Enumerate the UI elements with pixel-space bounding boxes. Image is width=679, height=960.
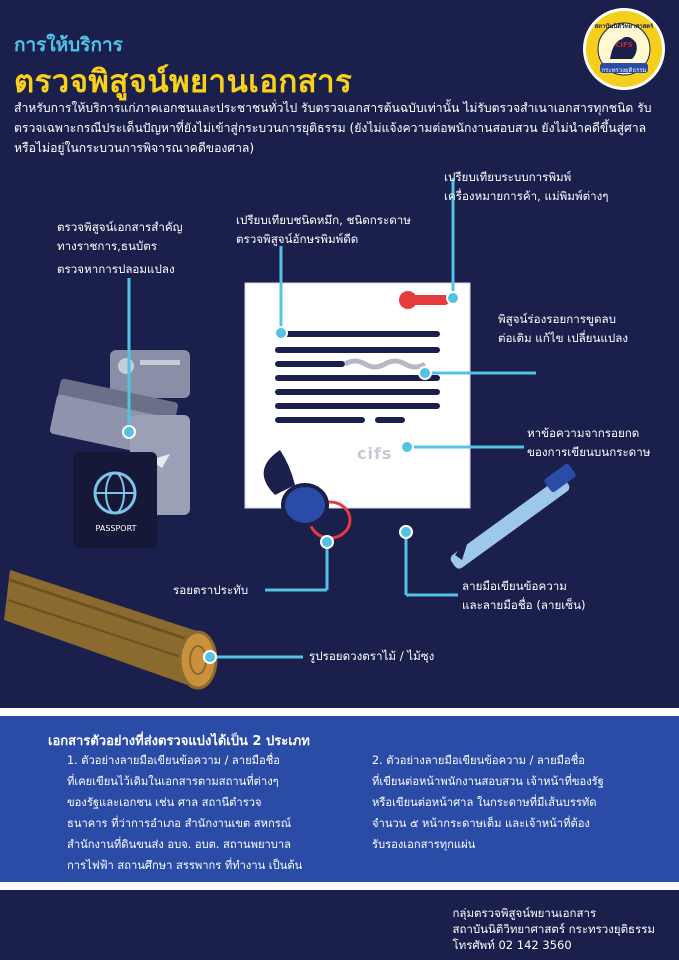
title-line1: การให้บริการ (14, 34, 123, 56)
id-card-illustration (110, 350, 190, 398)
footer-institute: สถาบันนิติวิทยาศาสตร์ กระทรวงยุติธรรม (452, 922, 655, 936)
passport-illustration (73, 452, 157, 548)
title-line2: ตรวจพิสูจน์พยานเอกสาร (14, 64, 353, 100)
callout-erasure: พิสูจน์ร่องรอยการขูดลบ ต่อเติม แก้ไข เปลี่ยนแปลง (498, 312, 628, 345)
callout-forgery: ตรวจหาการปลอมแปลง (57, 262, 175, 276)
samples-item-2: 2. ตัวอย่างลายมือเขียนข้อความ / ลายมือชื่อ ที่เขียนต่อหน้าพนักงานสอบสวน เจ้าหน้าที่ของรัฐ หรือเขียนต่อหน้าศาล ในกระดาษที่มีเส้นบรรทัด จำนวน ๕ หน้ากระดาษเต็ม และเจ้าหน้าที่ต้อง รับรองเอกสารทุกแผ่น (372, 754, 604, 851)
cifs-logo (583, 8, 665, 90)
footer-department: กลุ่มตรวจพิสูจน์พยานเอกสาร (452, 906, 597, 920)
callout-printing: เปรียบเทียบระบบการพิมพ์ เครื่องหมายการค้า, แม่พิมพ์ต่างๆ (444, 170, 609, 203)
passport-label: PASSPORT (95, 524, 137, 533)
samples-title: เอกสารตัวอย่างที่ส่งตรวจแบ่งได้เป็น 2 ประเภท (48, 734, 310, 749)
panel-divider-bottom (0, 882, 679, 890)
callout-official-docs: ตรวจพิสูจน์เอกสารสำคัญ ทางราชการ,ธนบัตร (57, 220, 183, 253)
callout-indentation: หาข้อความจากรอยกด ของการเขียนบนกระดาษ (527, 426, 651, 459)
callout-stamp: รอยตราประทับ (173, 583, 249, 597)
document-watermark: cifs (357, 444, 393, 463)
callout-ink-paper: เปรียบเทียบชนิดหมึก, ชนิดกระดาษ ตรวจพิสูจน์อักษรพิมพ์ดีด (236, 213, 411, 246)
logo-text-mid: CIFS (615, 41, 633, 49)
samples-item-1: 1. ตัวอย่างลายมือเขียนข้อความ / ลายมือชื่อ ที่เคยเขียนไว้เดิมในเอกสารตามสถานที่ต่างๆ ของรัฐและเอกชน เช่น ศาล สถานีตำรวจ ธนาคาร ที่ว่าการอำเภอ สำนักงานเขต สหกรณ์ สำนักงานที่ดินขนส่ง อบจ. อบต. สถานพยาบาล การไฟฟ้า สถานศึกษา สรรพากร ที่ทำงาน เป็นต้น (67, 754, 303, 872)
callout-handwriting: ลายมือเขียนข้อความ และลายมือชื่อ (ลายเซ็น) (462, 579, 586, 612)
footer-phone: โทรศัพท์ 02 142 3560 (452, 938, 572, 952)
callout-wood-stamp: รูปรอยดวงตราไม้ / ไม้ซุง (309, 649, 435, 663)
panel-divider-top (0, 708, 679, 716)
footer-contact (452, 905, 655, 953)
intro-text: สำหรับการให้บริการแก่ภาคเอกชนและประชาชนทั่วไป รับตรวจเอกสารต้นฉบับเท่านั้น ไม่รับตรวจสำเนาเอกสารทุกชนิด รับตรวจเฉพาะกรณีประเด็นปัญหาที่ยังไม่เข้าสู่กระบวนการยุติธรรม (ยังไม่แจ้งความต่อพนักงานสอบสวน ยังไม่นำคดีขึ้นสู่ศาล หรือไม่อยู่ในกระบวนการพิจารณาคดีของศาล) (14, 101, 652, 155)
logo-text-top: สถาบันนิติวิทยาศาสตร์ (594, 23, 654, 30)
logo-text-bottom: กระทรวงยุติธรรม (601, 67, 647, 74)
